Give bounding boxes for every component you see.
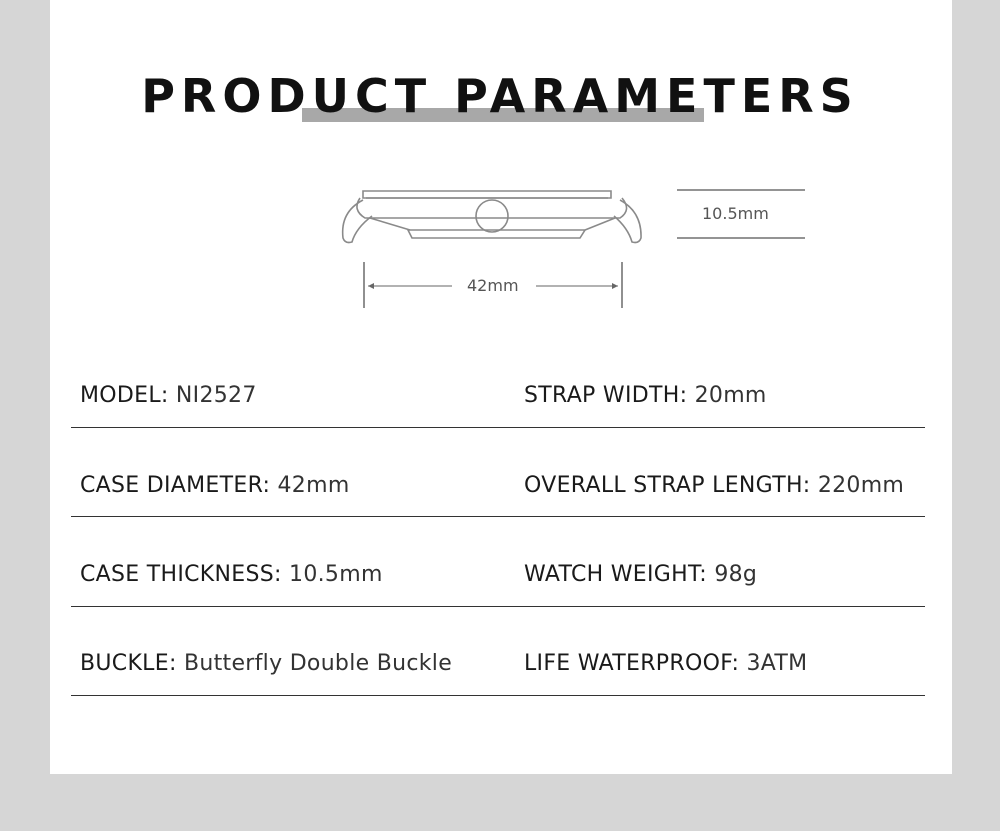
param-key: CASE DIAMETER: bbox=[80, 473, 271, 498]
param-key: STRAP WIDTH: bbox=[524, 383, 688, 408]
param-strap-width bbox=[524, 383, 767, 408]
row-divider bbox=[71, 695, 925, 696]
param-buckle bbox=[80, 651, 452, 676]
page-title: PRODUCT PARAMETERS bbox=[141, 69, 859, 123]
thickness-label: 10.5mm bbox=[702, 204, 769, 223]
param-life-waterproof bbox=[524, 651, 807, 676]
diameter-label: 42mm bbox=[467, 276, 519, 295]
param-overall-strap-length bbox=[524, 473, 904, 498]
param-key: LIFE WATERPROOF: bbox=[524, 651, 740, 676]
param-value: 98g bbox=[714, 562, 758, 587]
param-key: BUCKLE: bbox=[80, 651, 177, 676]
param-key: WATCH WEIGHT: bbox=[524, 562, 708, 587]
param-key: CASE THICKNESS: bbox=[80, 562, 282, 587]
row-divider bbox=[71, 516, 925, 517]
param-value: NI2527 bbox=[175, 383, 257, 408]
arrowhead-right-icon bbox=[612, 283, 618, 289]
param-value: 20mm bbox=[694, 383, 767, 408]
param-value: 10.5mm bbox=[289, 562, 383, 587]
param-model bbox=[80, 383, 257, 408]
arrowhead-left-icon bbox=[368, 283, 374, 289]
param-value: 42mm bbox=[277, 473, 350, 498]
param-value: Butterfly Double Buckle bbox=[183, 651, 453, 676]
param-case-diameter bbox=[80, 473, 350, 498]
param-key: MODEL: bbox=[80, 383, 169, 408]
param-value: 3ATM bbox=[746, 651, 808, 676]
param-case-thickness bbox=[80, 562, 383, 587]
param-watch-weight bbox=[524, 562, 757, 587]
param-value: 220mm bbox=[817, 473, 905, 498]
watch-case-outline bbox=[343, 191, 641, 243]
param-key: OVERALL STRAP LENGTH: bbox=[524, 473, 811, 498]
row-divider bbox=[71, 427, 925, 428]
row-divider bbox=[71, 606, 925, 607]
